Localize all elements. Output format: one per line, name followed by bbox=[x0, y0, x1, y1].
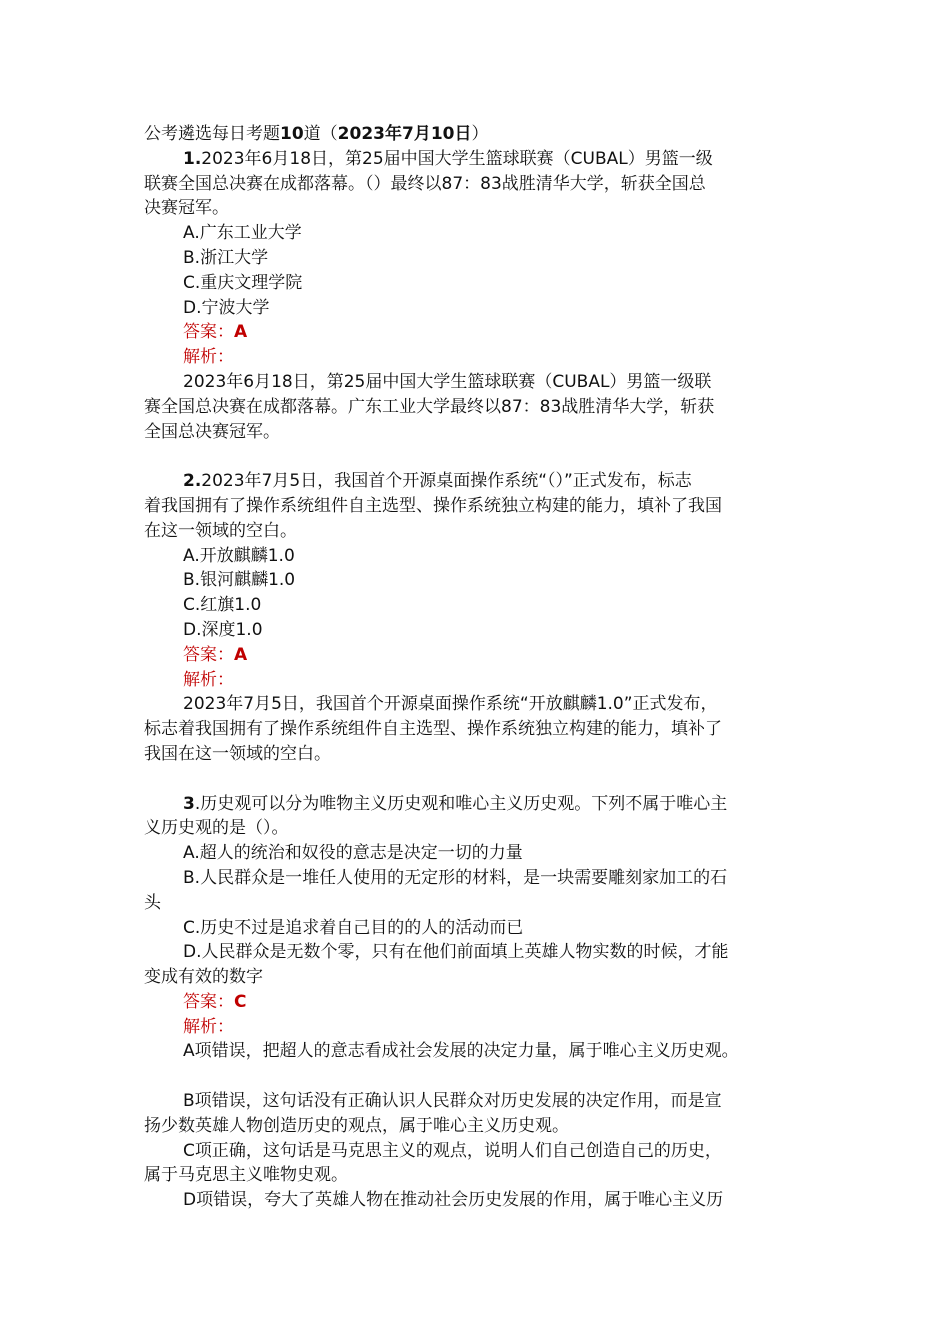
option-a: A.广东工业大学 bbox=[183, 223, 302, 244]
analysis-item-d: D项错误，夸大了英雄人物在推动社会历史发展的作用，属于唯心主义历 bbox=[183, 1190, 724, 1211]
analysis-line: 2023年6月18日，第25届中国大学生篮球联赛（CUBAL）男篮一级联 bbox=[183, 371, 712, 392]
question-1 bbox=[144, 147, 816, 445]
analysis-label: 解析： bbox=[183, 669, 234, 690]
question-stem: 1.2023年6月18日，第25届中国大学生篮球联赛（CUBAL）男篮一级 bbox=[183, 148, 713, 169]
spacer bbox=[144, 444, 816, 469]
answer-line: 答案：C bbox=[183, 991, 247, 1012]
option-a: A.开放麒麟1.0 bbox=[183, 545, 295, 566]
option-b-continued: 头 bbox=[144, 892, 161, 913]
option-c: C.历史不过是追求着自己目的的人的活动而已 bbox=[183, 917, 524, 938]
option-d: D.深度1.0 bbox=[183, 619, 263, 640]
answer-value: A bbox=[234, 322, 248, 343]
question-stem: 2.2023年7月5日，我国首个开源桌面操作系统“（）”正式发布，标志 bbox=[183, 471, 692, 492]
question-3 bbox=[144, 792, 816, 1214]
analysis-line: 全国总决赛冠军。 bbox=[144, 421, 280, 442]
analysis-label: 解析： bbox=[183, 347, 234, 368]
document-title: 公考遴选每日考题10道（2023年7月10日） bbox=[144, 124, 489, 144]
answer-value: A bbox=[234, 644, 248, 665]
question-stem-line: 在这一领域的空白。 bbox=[144, 520, 297, 541]
question-2 bbox=[144, 469, 816, 767]
option-d: D.宁波大学 bbox=[183, 297, 270, 318]
option-a: A.超人的统治和奴役的意志是决定一切的力量 bbox=[183, 843, 523, 864]
answer-value: C bbox=[234, 991, 247, 1012]
spacer bbox=[144, 767, 816, 792]
analysis-line: 我国在这一领域的空白。 bbox=[144, 743, 331, 764]
document-page bbox=[144, 122, 816, 1213]
option-b: B.银河麒麟1.0 bbox=[183, 570, 296, 591]
option-b: B.浙江大学 bbox=[183, 247, 269, 268]
analysis-line: 标志着我国拥有了操作系统组件自主选型、操作系统独立构建的能力，填补了 bbox=[144, 719, 722, 740]
analysis-item-b: B项错误，这句话没有正确认识人民群众对历史发展的决定作用，而是宣 bbox=[183, 1091, 722, 1112]
question-stem: 3.历史观可以分为唯物主义历史观和唯心主义历史观。下列不属于唯心主 bbox=[183, 793, 728, 814]
option-d: D.人民群众是无数个零，只有在他们前面填上英雄人物实数的时候，才能 bbox=[183, 942, 729, 963]
analysis-line: 2023年7月5日，我国首个开源桌面操作系统“开放麒麟1.0”正式发布， bbox=[183, 694, 718, 715]
answer-line: 答案：A bbox=[183, 644, 248, 665]
analysis-item-b-continued: 扬少数英雄人物创造历史的观点，属于唯心主义历史观。 bbox=[144, 1115, 569, 1136]
analysis-item-c-continued: 属于马克思主义唯物史观。 bbox=[144, 1165, 348, 1186]
question-stem-line: 义历史观的是（）。 bbox=[144, 818, 289, 839]
analysis-label: 解析： bbox=[183, 1016, 234, 1037]
option-c: C.重庆文理学院 bbox=[183, 272, 303, 293]
option-c: C.红旗1.0 bbox=[183, 595, 262, 616]
answer-line: 答案：A bbox=[183, 322, 248, 343]
option-b: B.人民群众是一堆任人使用的无定形的材料，是一块需要雕刻家加工的石 bbox=[183, 867, 728, 888]
analysis-item-c: C项正确，这句话是马克思主义的观点，说明人们自己创造自己的历史， bbox=[183, 1140, 722, 1161]
option-d-continued: 变成有效的数字 bbox=[144, 967, 263, 988]
question-stem-line: 联赛全国总决赛在成都落幕。（）最终以87：83战胜清华大学，斩获全国总 bbox=[144, 173, 706, 194]
analysis-line: 赛全国总决赛在成都落幕。广东工业大学最终以87：83战胜清华大学，斩获 bbox=[144, 396, 715, 417]
analysis-item-a: A项错误，把超人的意志看成社会发展的决定力量，属于唯心主义历史观。 bbox=[183, 1041, 739, 1062]
question-stem-line: 决赛冠军。 bbox=[144, 198, 229, 219]
question-stem-line: 着我国拥有了操作系统组件自主选型、操作系统独立构建的能力，填补了我国 bbox=[144, 495, 722, 516]
spacer bbox=[144, 1064, 816, 1089]
